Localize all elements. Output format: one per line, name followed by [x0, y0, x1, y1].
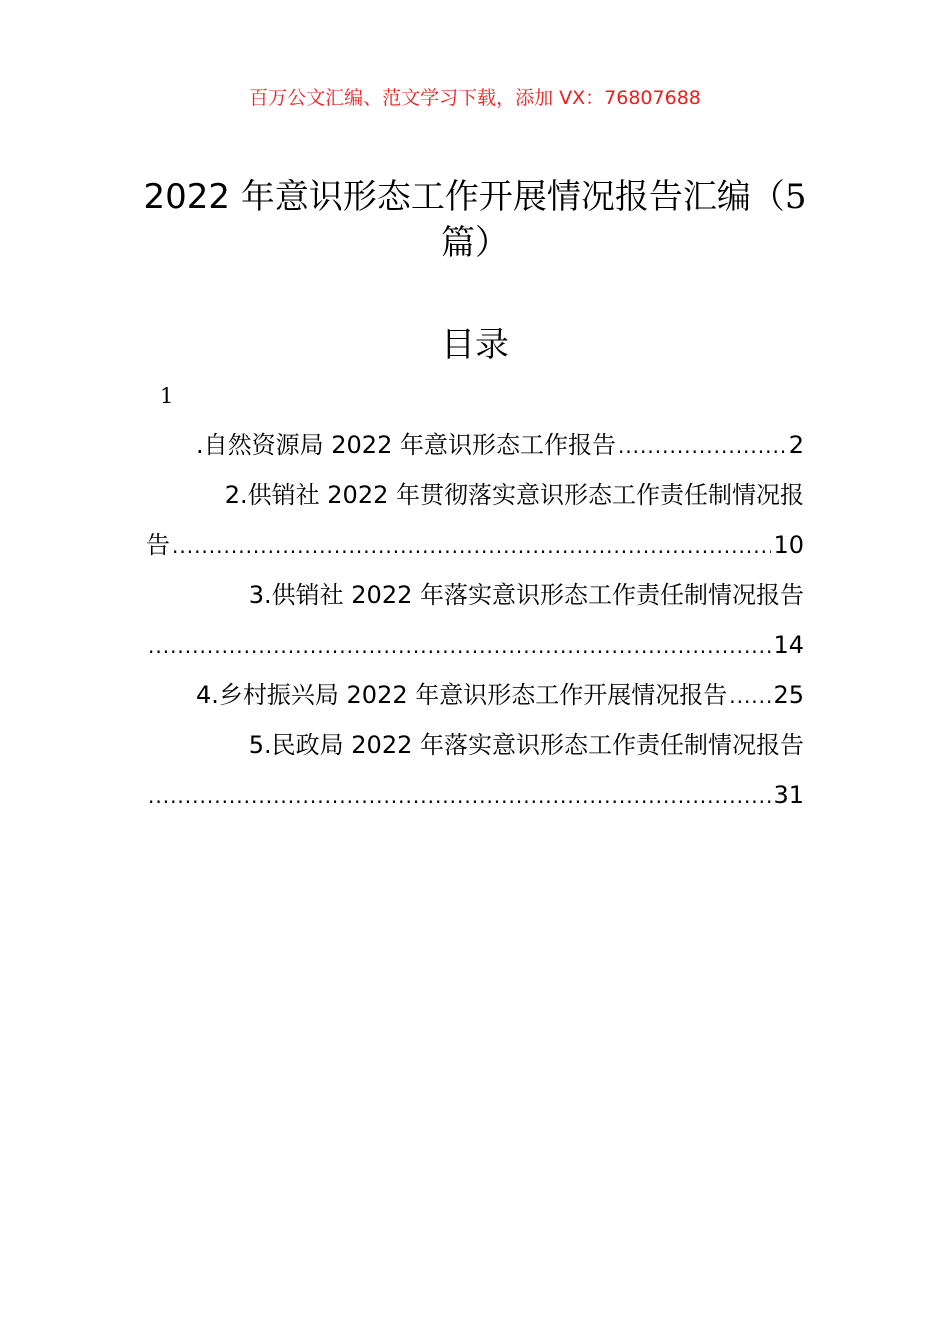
- toc-entry-continuation[interactable]: [146, 520, 804, 570]
- toc-entry-title: 3.供销社 2022 年落实意识形态工作责任制情况报告: [248, 581, 804, 609]
- toc-entry-title: 2.供销社 2022 年贯彻落实意识形态工作责任制情况报: [224, 481, 804, 509]
- toc-entry-page: 2: [788, 431, 804, 459]
- document-title: [140, 174, 810, 266]
- toc-entry[interactable]: [146, 420, 804, 470]
- toc-entry-title: .自然资源局 2022 年意识形态工作报告: [196, 431, 616, 459]
- toc-leader: [172, 521, 771, 571]
- toc-entry[interactable]: [146, 670, 804, 720]
- toc-leader: [618, 421, 787, 471]
- toc-entry[interactable]: [146, 570, 804, 620]
- toc-entry-page: 25: [773, 681, 804, 709]
- toc-entry-page: 31: [773, 781, 804, 809]
- toc-entry-title-cont: 告: [146, 531, 170, 559]
- toc-entry[interactable]: [146, 470, 804, 520]
- toc-entry-page: 14: [773, 631, 804, 659]
- toc-entry-title: 5.民政局 2022 年落实意识形态工作责任制情况报告: [248, 731, 804, 759]
- toc-entry-continuation[interactable]: [146, 770, 804, 820]
- toc-entry[interactable]: [146, 720, 804, 770]
- toc-heading: 目录: [441, 325, 509, 365]
- toc-leader: [729, 671, 771, 721]
- toc-entry-page: 10: [773, 531, 804, 559]
- title-count: 5: [784, 177, 807, 217]
- toc-leader: [148, 771, 771, 821]
- title-main: 2022 年意识形态工作开展情况报告汇编（: [143, 177, 785, 217]
- toc-leader: [148, 621, 771, 671]
- toc-entry-continuation[interactable]: [146, 620, 804, 670]
- title-end: 篇）: [441, 223, 509, 263]
- toc-entry-title: 4.乡村振兴局 2022 年意识形态工作开展情况报告: [196, 681, 728, 709]
- table-of-contents: [146, 420, 804, 820]
- header-notice: 百万公文汇编、范文学习下载，添加 VX：76807688: [249, 87, 701, 109]
- toc-first-number: 1: [160, 384, 174, 408]
